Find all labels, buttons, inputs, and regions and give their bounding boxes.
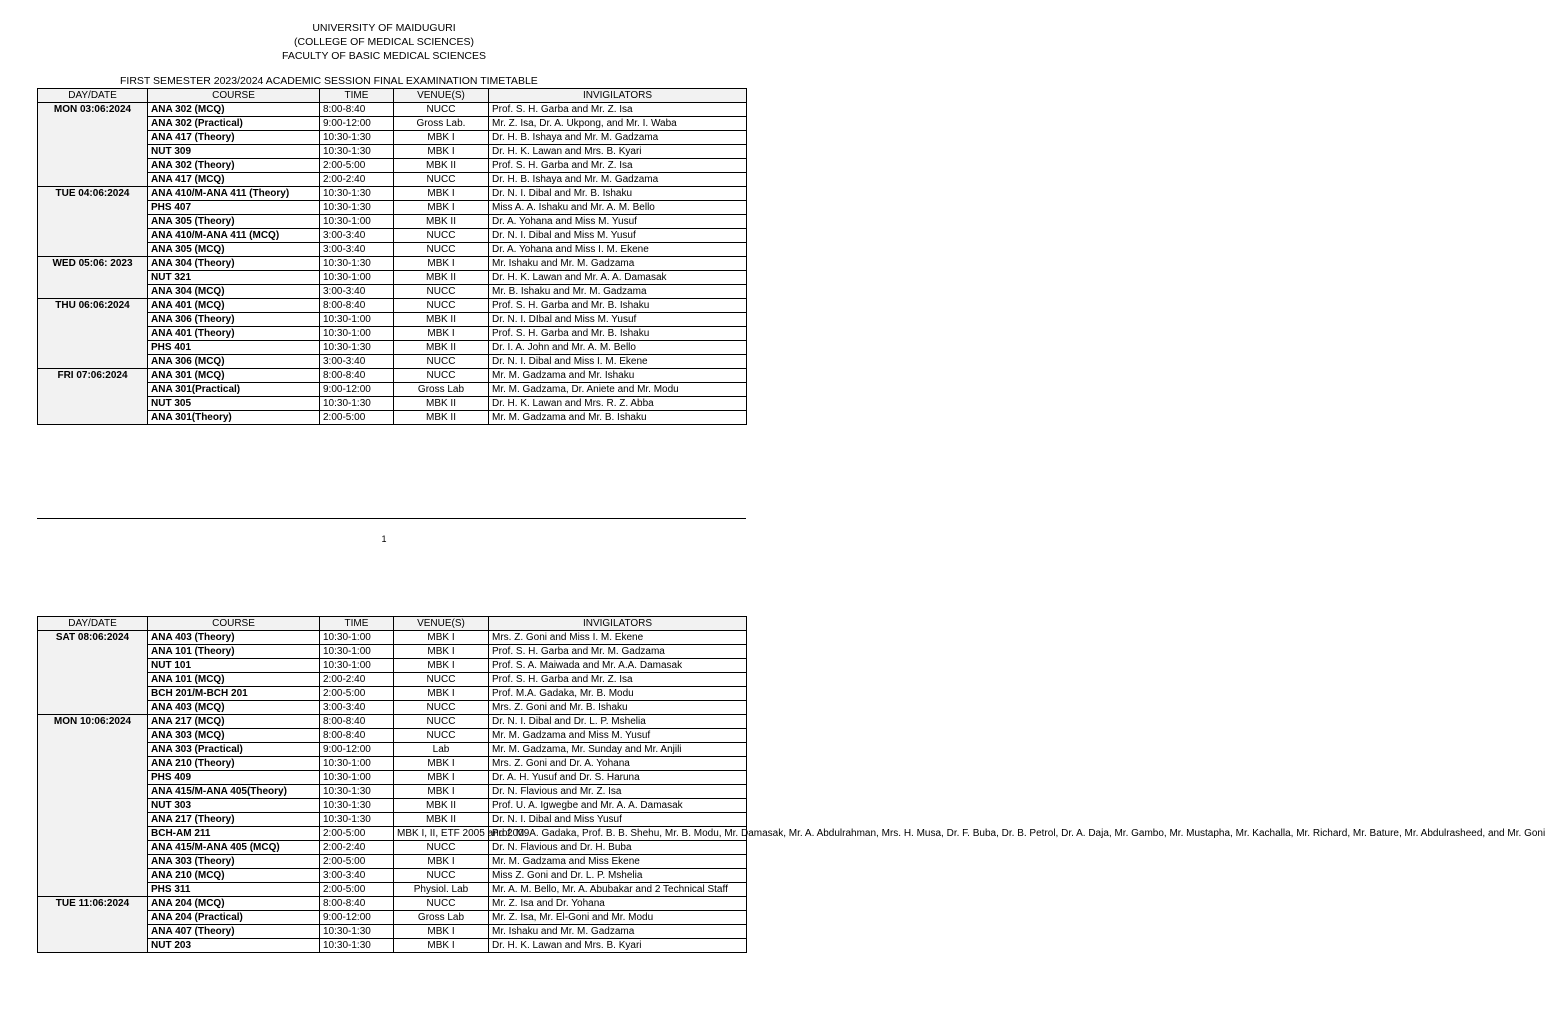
invigilators-cell: Dr. I. A. John and Mr. A. M. Bello <box>489 341 747 355</box>
table-row <box>38 897 747 911</box>
page-number: 1 <box>381 534 387 544</box>
invigilators-cell: Mr. M. Gadzama and Mr. Ishaku <box>489 369 747 383</box>
course-cell: ANA 101 (Theory) <box>148 645 320 659</box>
invigilators-cell: Dr. A. Yohana and Miss M. Yusuf <box>489 215 747 229</box>
course-cell: ANA 415/M-ANA 405 (MCQ) <box>148 841 320 855</box>
invigilators-cell: Mr. Ishaku and Mr. M. Gadzama <box>489 257 747 271</box>
day-date-cell: SAT 08:06:2024 <box>38 631 148 715</box>
venue-cell: MBK I <box>394 257 489 271</box>
invigilators-cell: Prof. M. A. Gadaka, Prof. B. B. Shehu, Mr. B. Modu, Mr. Damasak, Mr. A. Abdulrahman, Mrs. H. Musa, Dr. F. Buba, Dr. B. Petrol, Dr. A. Daja, Mr. Gambo, Mr. Mustapha, Mr. Kachalla, Mr. Richard, Mr. Bature, Mr. Abdulrasheed, and Mr. Goni <box>489 827 747 841</box>
venue-cell: MBK I <box>394 687 489 701</box>
venue-cell: Gross Lab <box>394 911 489 925</box>
venue-cell: MBK I <box>394 631 489 645</box>
venue-cell: NUCC <box>394 229 489 243</box>
col-header-invigilators: INVIGILATORS <box>489 89 747 103</box>
venue-cell: NUCC <box>394 897 489 911</box>
venue-cell: MBK II <box>394 215 489 229</box>
venue-cell: MBK II <box>394 411 489 425</box>
invigilators-cell: Dr. N. I. Dibal and Miss I. M. Ekene <box>489 355 747 369</box>
course-cell: ANA 410/M-ANA 411 (MCQ) <box>148 229 320 243</box>
venue-cell: NUCC <box>394 243 489 257</box>
venue-cell: NUCC <box>394 103 489 117</box>
venue-cell: MBK I <box>394 925 489 939</box>
course-cell: ANA 301(Practical) <box>148 383 320 397</box>
invigilators-cell: Dr. N. Flavious and Dr. H. Buba <box>489 841 747 855</box>
time-cell: 10:30-1:00 <box>320 271 394 285</box>
invigilators-cell: Mr. M. Gadzama and Miss M. Yusuf <box>489 729 747 743</box>
course-cell: ANA 415/M-ANA 405(Theory) <box>148 785 320 799</box>
venue-cell: Gross Lab. <box>394 117 489 131</box>
course-cell: ANA 303 (Practical) <box>148 743 320 757</box>
course-cell: ANA 401 (MCQ) <box>148 299 320 313</box>
col-header-venue: VENUE(S) <box>394 617 489 631</box>
course-cell: BCH-AM 211 <box>148 827 320 841</box>
invigilators-cell: Dr. N. I. Dibal and Mr. B. Ishaku <box>489 187 747 201</box>
course-cell: ANA 204 (Practical) <box>148 911 320 925</box>
day-date-cell: THU 06:06:2024 <box>38 299 148 369</box>
col-header-venue: VENUE(S) <box>394 89 489 103</box>
invigilators-cell: Prof. M.A. Gadaka, Mr. B. Modu <box>489 687 747 701</box>
invigilators-cell: Mr. M. Gadzama and Mr. B. Ishaku <box>489 411 747 425</box>
course-cell: ANA 403 (MCQ) <box>148 701 320 715</box>
course-cell: ANA 305 (Theory) <box>148 215 320 229</box>
course-cell: ANA 304 (Theory) <box>148 257 320 271</box>
course-cell: PHS 409 <box>148 771 320 785</box>
time-cell: 9:00-12:00 <box>320 383 394 397</box>
course-cell: NUT 309 <box>148 145 320 159</box>
invigilators-cell: Dr. H. B. Ishaya and Mr. M. Gadzama <box>489 131 747 145</box>
course-cell: PHS 407 <box>148 201 320 215</box>
venue-cell: NUCC <box>394 299 489 313</box>
course-cell: ANA 305 (MCQ) <box>148 243 320 257</box>
time-cell: 10:30-1:00 <box>320 327 394 341</box>
venue-cell: Physiol. Lab <box>394 883 489 897</box>
time-cell: 2:00-5:00 <box>320 159 394 173</box>
invigilators-cell: Prof. S. H. Garba and Mr. M. Gadzama <box>489 645 747 659</box>
time-cell: 10:30-1:30 <box>320 397 394 411</box>
course-cell: ANA 301(Theory) <box>148 411 320 425</box>
invigilators-cell: Prof. S. H. Garba and Mr. Z. Isa <box>489 159 747 173</box>
invigilators-cell: Dr. N. I. DIbal and Miss M. Yusuf <box>489 313 747 327</box>
venue-cell: MBK II <box>394 799 489 813</box>
course-cell: BCH 201/M-BCH 201 <box>148 687 320 701</box>
venue-cell: MBK I <box>394 757 489 771</box>
col-header-day: DAY/DATE <box>38 617 148 631</box>
venue-cell: MBK I <box>394 187 489 201</box>
venue-cell: NUCC <box>394 701 489 715</box>
course-cell: ANA 403 (Theory) <box>148 631 320 645</box>
time-cell: 10:30-1:30 <box>320 187 394 201</box>
venue-cell: NUCC <box>394 369 489 383</box>
invigilators-cell: Dr. H. B. Ishaya and Mr. M. Gadzama <box>489 173 747 187</box>
course-cell: ANA 303 (MCQ) <box>148 729 320 743</box>
venue-cell: MBK II <box>394 397 489 411</box>
invigilators-cell: Mr. M. Gadzama, Mr. Sunday and Mr. Anjili <box>489 743 747 757</box>
invigilators-cell: Mr. B. Ishaku and Mr. M. Gadzama <box>489 285 747 299</box>
venue-cell: NUCC <box>394 355 489 369</box>
venue-cell: NUCC <box>394 673 489 687</box>
time-cell: 9:00-12:00 <box>320 743 394 757</box>
course-cell: NUT 303 <box>148 799 320 813</box>
venue-cell: MBK I <box>394 771 489 785</box>
invigilators-cell: Dr. A. Yohana and Miss I. M. Ekene <box>489 243 747 257</box>
time-cell: 9:00-12:00 <box>320 911 394 925</box>
table-row <box>38 187 747 201</box>
college-name: (COLLEGE OF MEDICAL SCIENCES) <box>294 36 474 48</box>
course-cell: NUT 203 <box>148 939 320 953</box>
invigilators-cell: Dr. N. Flavious and Mr. Z. Isa <box>489 785 747 799</box>
time-cell: 2:00-5:00 <box>320 855 394 869</box>
time-cell: 3:00-3:40 <box>320 243 394 257</box>
invigilators-cell: Dr. H. K. Lawan and Mr. A. A. Damasak <box>489 271 747 285</box>
time-cell: 10:30-1:30 <box>320 145 394 159</box>
time-cell: 2:00-2:40 <box>320 841 394 855</box>
time-cell: 2:00-2:40 <box>320 673 394 687</box>
col-header-time: TIME <box>320 617 394 631</box>
time-cell: 8:00-8:40 <box>320 299 394 313</box>
page-divider <box>37 518 746 519</box>
time-cell: 8:00-8:40 <box>320 897 394 911</box>
invigilators-cell: Mrs. Z. Goni and Mr. B. Ishaku <box>489 701 747 715</box>
course-cell: ANA 210 (Theory) <box>148 757 320 771</box>
invigilators-cell: Dr. N. I. Dibal and Miss M. Yusuf <box>489 229 747 243</box>
invigilators-cell: Prof. U. A. Igwegbe and Mr. A. A. Damasak <box>489 799 747 813</box>
invigilators-cell: Miss A. A. Ishaku and Mr. A. M. Bello <box>489 201 747 215</box>
venue-cell: NUCC <box>394 173 489 187</box>
time-cell: 10:30-1:00 <box>320 215 394 229</box>
time-cell: 10:30-1:30 <box>320 341 394 355</box>
course-cell: NUT 321 <box>148 271 320 285</box>
invigilators-cell: Prof. S. H. Garba and Mr. B. Ishaku <box>489 299 747 313</box>
venue-cell: MBK I <box>394 327 489 341</box>
time-cell: 8:00-8:40 <box>320 715 394 729</box>
time-cell: 3:00-3:40 <box>320 701 394 715</box>
time-cell: 10:30-1:00 <box>320 659 394 673</box>
time-cell: 10:30-1:30 <box>320 131 394 145</box>
day-date-cell: FRI 07:06:2024 <box>38 369 148 425</box>
timetable-title: FIRST SEMESTER 2023/2024 ACADEMIC SESSION FINAL EXAMINATION TIMETABLE <box>120 75 538 87</box>
invigilators-cell: Miss Z. Goni and Dr. L. P. Mshelia <box>489 869 747 883</box>
course-cell: PHS 401 <box>148 341 320 355</box>
invigilators-cell: Mr. M. Gadzama and Miss Ekene <box>489 855 747 869</box>
invigilators-cell: Prof. S. H. Garba and Mr. Z. Isa <box>489 103 747 117</box>
invigilators-cell: Dr. N. I. Dibal and Dr. L. P. Mshelia <box>489 715 747 729</box>
venue-cell: MBK I <box>394 939 489 953</box>
venue-cell: MBK I <box>394 659 489 673</box>
day-date-cell: TUE 04:06:2024 <box>38 187 148 257</box>
venue-cell: MBK I <box>394 785 489 799</box>
col-header-time: TIME <box>320 89 394 103</box>
time-cell: 10:30-1:00 <box>320 631 394 645</box>
course-cell: ANA 407 (Theory) <box>148 925 320 939</box>
time-cell: 10:30-1:30 <box>320 785 394 799</box>
day-date-cell: MON 10:06:2024 <box>38 715 148 897</box>
table-row <box>38 299 747 313</box>
day-date-cell: TUE 11:06:2024 <box>38 897 148 953</box>
invigilators-cell: Dr. H. K. Lawan and Mrs. B. Kyari <box>489 939 747 953</box>
invigilators-cell: Mr. Z. Isa, Mr. El-Goni and Mr. Modu <box>489 911 747 925</box>
venue-cell: Gross Lab <box>394 383 489 397</box>
venue-cell: NUCC <box>394 841 489 855</box>
table-row <box>38 631 747 645</box>
course-cell: ANA 306 (MCQ) <box>148 355 320 369</box>
course-cell: ANA 217 (Theory) <box>148 813 320 827</box>
invigilators-cell: Dr. H. K. Lawan and Mrs. B. Kyari <box>489 145 747 159</box>
venue-cell: MBK I <box>394 145 489 159</box>
course-cell: ANA 304 (MCQ) <box>148 285 320 299</box>
university-name: UNIVERSITY OF MAIDUGURI <box>312 22 456 34</box>
time-cell: 2:00-5:00 <box>320 827 394 841</box>
course-cell: ANA 217 (MCQ) <box>148 715 320 729</box>
time-cell: 2:00-5:00 <box>320 883 394 897</box>
col-header-invigilators: INVIGILATORS <box>489 617 747 631</box>
venue-cell: MBK II <box>394 159 489 173</box>
time-cell: 9:00-12:00 <box>320 117 394 131</box>
invigilators-cell: Mrs. Z. Goni and Dr. A. Yohana <box>489 757 747 771</box>
header-row <box>38 617 747 631</box>
venue-cell: MBK II <box>394 271 489 285</box>
course-cell: ANA 417 (MCQ) <box>148 173 320 187</box>
invigilators-cell: Dr. N. I. Dibal and Miss Yusuf <box>489 813 747 827</box>
timetable-page-2 <box>37 616 1545 953</box>
venue-cell: NUCC <box>394 715 489 729</box>
course-cell: ANA 101 (MCQ) <box>148 673 320 687</box>
course-cell: ANA 401 (Theory) <box>148 327 320 341</box>
venue-cell: MBK I <box>394 645 489 659</box>
time-cell: 10:30-1:00 <box>320 757 394 771</box>
timetable-page-1 <box>37 88 747 425</box>
course-cell: NUT 101 <box>148 659 320 673</box>
invigilators-cell: Mr. Z. Isa and Dr. Yohana <box>489 897 747 911</box>
time-cell: 3:00-3:40 <box>320 229 394 243</box>
venue-cell: NUCC <box>394 729 489 743</box>
time-cell: 3:00-3:40 <box>320 285 394 299</box>
invigilators-cell: Prof. S. A. Maiwada and Mr. A.A. Damasak <box>489 659 747 673</box>
table-row <box>38 257 747 271</box>
time-cell: 10:30-1:00 <box>320 771 394 785</box>
time-cell: 2:00-5:00 <box>320 687 394 701</box>
venue-cell: MBK I <box>394 201 489 215</box>
time-cell: 8:00-8:40 <box>320 729 394 743</box>
invigilators-cell: Mrs. Z. Goni and Miss I. M. Ekene <box>489 631 747 645</box>
invigilators-cell: Dr. A. H. Yusuf and Dr. S. Haruna <box>489 771 747 785</box>
course-cell: ANA 210 (MCQ) <box>148 869 320 883</box>
invigilators-cell: Prof. S. H. Garba and Mr. Z. Isa <box>489 673 747 687</box>
course-cell: ANA 301 (MCQ) <box>148 369 320 383</box>
time-cell: 8:00-8:40 <box>320 369 394 383</box>
venue-cell: MBK II <box>394 813 489 827</box>
time-cell: 10:30-1:30 <box>320 257 394 271</box>
time-cell: 10:30-1:00 <box>320 313 394 327</box>
course-cell: ANA 410/M-ANA 411 (Theory) <box>148 187 320 201</box>
time-cell: 3:00-3:40 <box>320 355 394 369</box>
venue-cell: MBK II <box>394 341 489 355</box>
faculty-name: FACULTY OF BASIC MEDICAL SCIENCES <box>281 50 487 62</box>
venue-cell: MBK I, II, ETF 2005 and 2009 <box>394 827 489 841</box>
day-date-cell: MON 03:06:2024 <box>38 103 148 187</box>
invigilators-cell: Mr. Ishaku and Mr. M. Gadzama <box>489 925 747 939</box>
invigilators-cell: Dr. H. K. Lawan and Mrs. R. Z. Abba <box>489 397 747 411</box>
col-header-day: DAY/DATE <box>38 89 148 103</box>
course-cell: PHS 311 <box>148 883 320 897</box>
table-row <box>38 103 747 117</box>
venue-cell: NUCC <box>394 285 489 299</box>
course-cell: ANA 417 (Theory) <box>148 131 320 145</box>
course-cell: NUT 305 <box>148 397 320 411</box>
time-cell: 2:00-5:00 <box>320 411 394 425</box>
time-cell: 10:30-1:30 <box>320 939 394 953</box>
col-header-course: COURSE <box>148 617 320 631</box>
invigilators-cell: Mr. A. M. Bello, Mr. A. Abubakar and 2 Technical Staff <box>489 883 747 897</box>
table-row <box>38 715 747 729</box>
venue-cell: MBK II <box>394 313 489 327</box>
time-cell: 10:30-1:00 <box>320 645 394 659</box>
venue-cell: MBK I <box>394 855 489 869</box>
time-cell: 10:30-1:30 <box>320 799 394 813</box>
time-cell: 10:30-1:30 <box>320 925 394 939</box>
venue-cell: NUCC <box>394 869 489 883</box>
time-cell: 10:30-1:30 <box>320 201 394 215</box>
col-header-course: COURSE <box>148 89 320 103</box>
course-cell: ANA 303 (Theory) <box>148 855 320 869</box>
venue-cell: Lab <box>394 743 489 757</box>
header-row <box>38 89 747 103</box>
time-cell: 2:00-2:40 <box>320 173 394 187</box>
day-date-cell: WED 05:06: 2023 <box>38 257 148 299</box>
course-cell: ANA 306 (Theory) <box>148 313 320 327</box>
table-row <box>38 369 747 383</box>
course-cell: ANA 204 (MCQ) <box>148 897 320 911</box>
venue-cell: MBK I <box>394 131 489 145</box>
invigilators-cell: Mr. Z. Isa, Dr. A. Ukpong, and Mr. I. Waba <box>489 117 747 131</box>
invigilators-cell: Prof. S. H. Garba and Mr. B. Ishaku <box>489 327 747 341</box>
course-cell: ANA 302 (Practical) <box>148 117 320 131</box>
course-cell: ANA 302 (MCQ) <box>148 103 320 117</box>
course-cell: ANA 302 (Theory) <box>148 159 320 173</box>
time-cell: 10:30-1:30 <box>320 813 394 827</box>
time-cell: 3:00-3:40 <box>320 869 394 883</box>
invigilators-cell: Mr. M. Gadzama, Dr. Aniete and Mr. Modu <box>489 383 747 397</box>
time-cell: 8:00-8:40 <box>320 103 394 117</box>
